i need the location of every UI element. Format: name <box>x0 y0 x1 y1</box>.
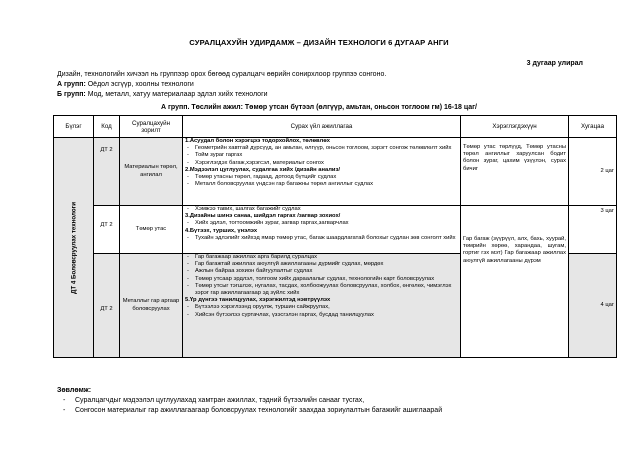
group-b-line <box>57 90 386 100</box>
code-cell: ДТ 2 <box>94 206 120 254</box>
intro-block <box>57 70 386 100</box>
activity-item: - Хийсэн бүтээлээ суртачлах, үзэсгэлэн гаргах, бусдад танилцуулах <box>185 312 458 319</box>
recommendations <box>57 386 442 416</box>
activity-heading: 5.Үр дүнгээ танилцуулах, хэрэгжилтэд нэвтрүүлэх <box>185 297 331 304</box>
group-b-text: Мод, металл, хатуу материалаар эдлэл хийх технологи <box>85 91 268 98</box>
section-cell <box>54 138 94 358</box>
recommendation-item: - Суралцагчдыг мэдээлэл цуглуулахад хамтран ажиллах, тэдний бүтээлийн санааг тусгах, <box>57 396 442 406</box>
term-label: 3 дугаар улирал <box>526 60 583 67</box>
header-activities: Сурах үйл ажиллагаа <box>183 116 461 138</box>
time-cell: 4 цаг <box>569 254 617 358</box>
group-b-label: Б групп: <box>57 91 86 98</box>
intro-text: Дизайн, технологийн хичээл нь группээр орох бөгөөд суралцагч өөрийн сонирхлоор группээ сонгоно. <box>57 71 387 78</box>
activity-item: - Металл боловсруулах үндсэн гар багажны төрөл ангиллыг судлах <box>185 181 458 188</box>
activity-item: - Бүтээлээ хэрэглээнд оруулж, туршин сайжруулах, <box>185 304 458 311</box>
activities-cell <box>183 138 461 206</box>
group-a-line <box>57 80 386 90</box>
activity-item: - Төмөр утсаар эрдлэл, толгоом хийх дараалалыг судлах, технологийн карт боловсруулах <box>185 276 458 283</box>
objective-cell: Металлыг гар аргаар боловсруулах <box>120 254 183 358</box>
time-cell: 3 цаг <box>569 206 617 254</box>
objective-cell: Материалын төрөл, ангилал <box>120 138 183 206</box>
activity-item: - Геометрийн хавтгай дүрсүүд, ан амьтан, өлгүүр, оньсон тоглоом, зэрэгт сонгож төлөвлөлт хийх <box>185 145 458 152</box>
activity-item: - Хэмжээ тавих, шалгах багажийг судлах <box>185 206 458 213</box>
recommendations-heading: Зөвлөмж: <box>57 387 92 394</box>
activity-item: - Төмөр утсыг тэгшлэх, нугалах, тасдах, холбоожуулах боловсруулах, холбох, өнгөлөх, чимэглэх зэрэг гар ажиллагаагаар эд зүйлс хийх <box>185 283 458 297</box>
header-objective: Суралцахуйн зорилт <box>120 116 183 138</box>
activity-item: - Хэрэглэгдэх багаж,хэрэгсэл, материалыг сонгох <box>185 160 458 167</box>
activity-heading: 2.Мэдээлэл цуглуулах, судалгаа хийх /дизайн анализ/ <box>185 166 340 173</box>
activity-item: - Гар багажтай ажиллах аюулгүй ажиллагааны дүрмийг судлах, мөрдөх <box>185 261 458 268</box>
activities-cell <box>183 206 461 254</box>
activity-item: - Хийх эдлэл, тогтоомжийн зураг, загвар гаргах,загварчлах <box>185 220 458 227</box>
resources-cell: Гар багаж (зүүрүүл, алх, бахь, хуурай, төмрийн хөрөө, харандаа, шугам, гортиг гэх мэт) Гар багажаар ажиллах аюулгүй ажиллагааны дүрэм <box>461 206 569 358</box>
table-header-row <box>54 116 617 138</box>
activity-item: - Тойм зураг гаргах <box>185 152 458 159</box>
activity-item: - Гар багажаар ажиллах арга барилд суралцах <box>185 254 458 261</box>
header-time: Хугацаа <box>569 116 617 138</box>
code-cell: ДТ 2 <box>94 254 120 358</box>
time-cell: 2 цаг <box>569 138 617 206</box>
header-code: Код <box>94 116 120 138</box>
lesson-plan-table <box>53 115 617 358</box>
project-subtitle: А групп. Төслийн ажил: Төмөр утсан бүтээл (өлгүүр, амьтан, оньсон тоглоом гм) 16-18 цаг/ <box>161 104 477 111</box>
activity-heading: 1.Асуудал болон хэрэгцээ тодорхойлох, төлөвлөх <box>185 138 330 144</box>
activity-heading: 3.Дизайны шинэ санаа, шийдэл гаргах /загвар зохиох/ <box>185 213 341 220</box>
section-label: ДТ 4 Боловсруулах технологи <box>69 201 77 294</box>
group-a-label: А групп: <box>57 81 86 88</box>
activity-item: - Ажлын байраа зохион байгуулалтыг судлах <box>185 268 458 275</box>
group-a-text: Оёдол эсгүүр, хоолны технологи <box>85 81 194 88</box>
table-row <box>54 206 617 254</box>
activity-item: - Төмөр утасны төрөл, гадаад, дотоод бүтцийг судлах <box>185 174 458 181</box>
activity-item: - Тухайн эдлэлийг хийхэд ямар төмөр утас, багаж шаардлагатай болохыг судлан зөв сонголт хийх <box>185 235 458 242</box>
header-resources: Хэрэглэгдэхүүн <box>461 116 569 138</box>
resources-cell: Төмөр утас төрлүүд, Төмөр утасны төрөл ангиллыг харуулсан бодит болон зураг, цахим үзүүлэн, сурах бичиг <box>461 138 569 206</box>
table-row <box>54 138 617 206</box>
code-cell: ДТ 2 <box>94 138 120 206</box>
objective-cell: Төмөр утас <box>120 206 183 254</box>
activities-cell <box>183 254 461 358</box>
header-section: Бүлэг <box>54 116 94 138</box>
recommendation-item: - Сонгосон материалыг гар ажиллагаагаар боловсруулах технологийг заахдаа зориулалтын багажийг ашиглаарай <box>57 406 442 416</box>
activity-heading: 4.Бүтээх, турших, үнэлэх <box>185 227 258 234</box>
document-title: СУРАЛЦАХУЙН УДИРДАМЖ – ДИЗАЙН ТЕХНОЛОГИ 6 ДУГААР АНГИ <box>189 38 449 47</box>
